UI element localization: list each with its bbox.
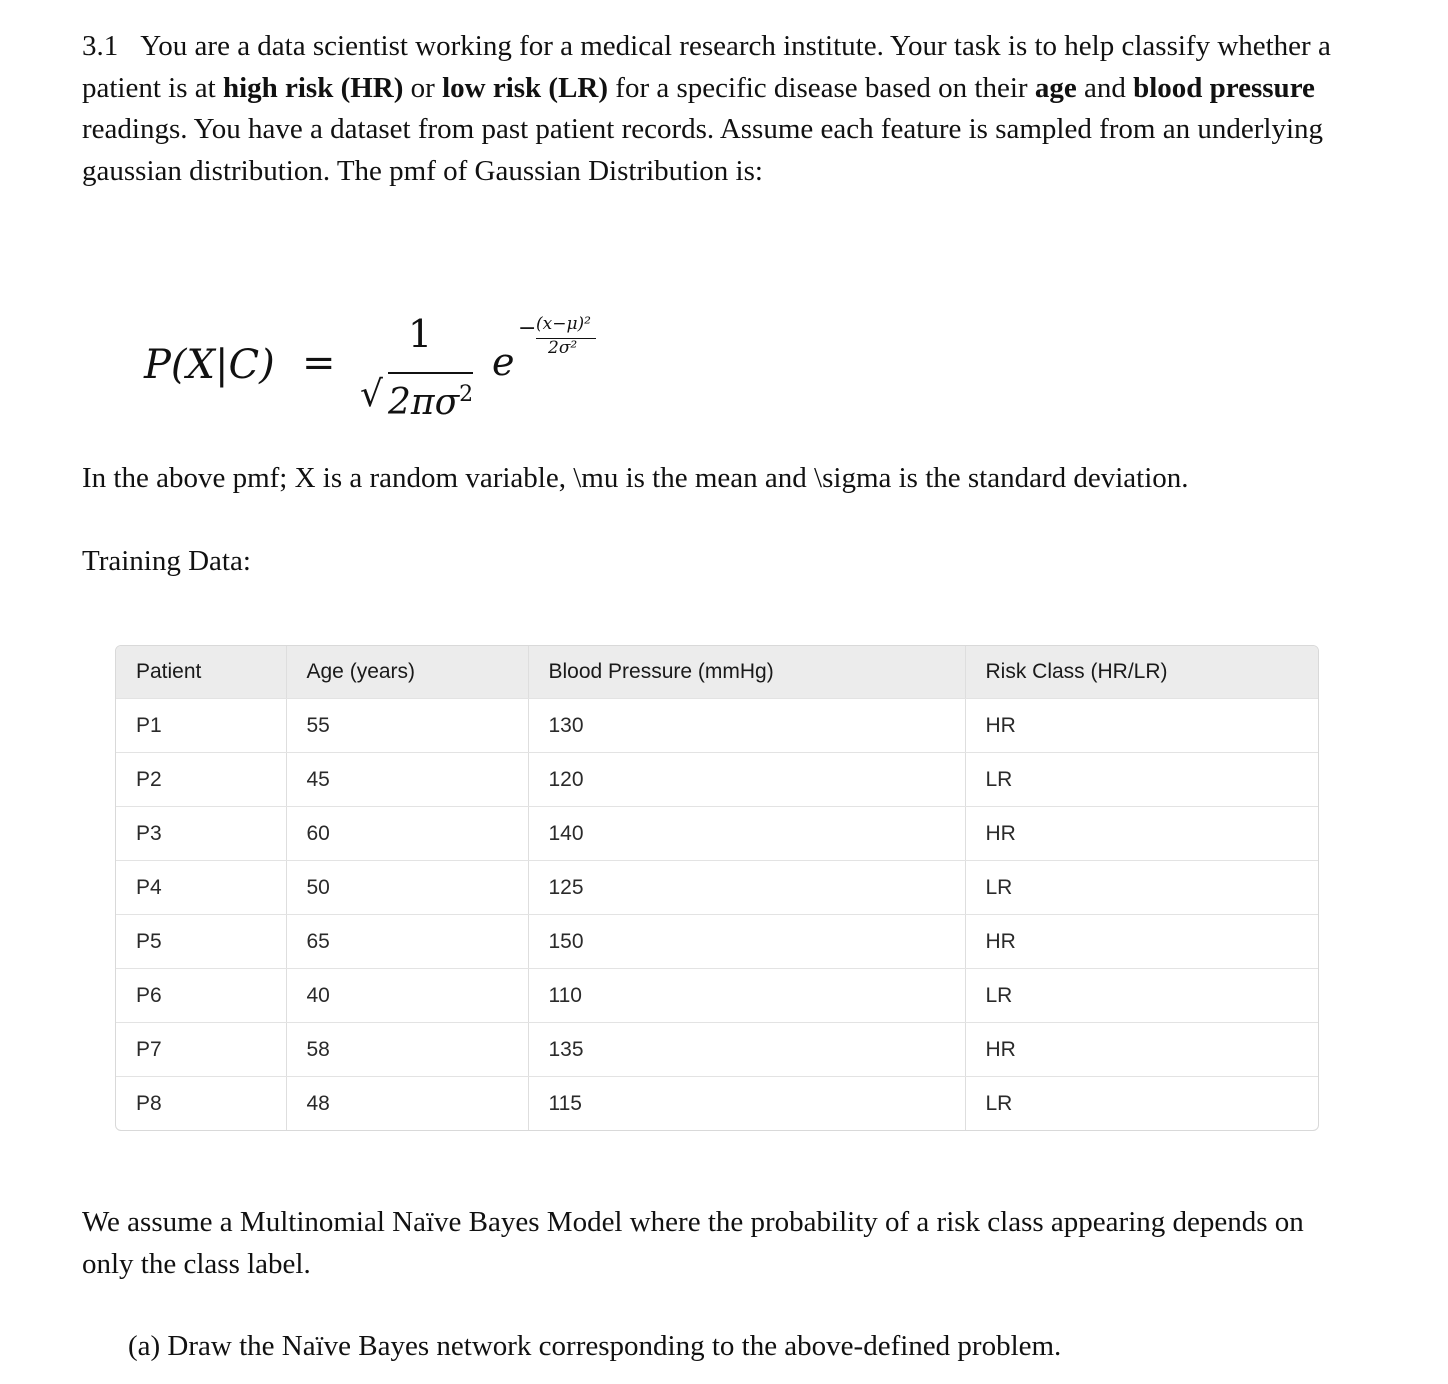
cell-blood-pressure: 115: [528, 1077, 965, 1131]
table-row: [116, 753, 1318, 807]
cell-age: 60: [286, 807, 528, 861]
cell-age: 48: [286, 1077, 528, 1131]
cell-risk-class: HR: [965, 915, 1318, 969]
intro-text-1: You are a data scientist working for a medical research institute. Your task is to help classify whether a patient is at: [82, 30, 1331, 104]
cell-blood-pressure: 140: [528, 807, 965, 861]
table-row: [116, 861, 1318, 915]
formula-exp-sign: −: [518, 316, 537, 341]
cell-age: 65: [286, 915, 528, 969]
header-age: Age (years): [286, 646, 528, 699]
cell-risk-class: HR: [965, 1023, 1318, 1077]
header-risk-class: Risk Class (HR/LR): [965, 646, 1318, 699]
cell-age: 45: [286, 753, 528, 807]
formula-exp-numerator: (x−μ)²: [536, 314, 591, 334]
cell-age: 50: [286, 861, 528, 915]
cell-blood-pressure: 150: [528, 915, 965, 969]
cell-risk-class: LR: [965, 861, 1318, 915]
gaussian-formula: [140, 312, 660, 432]
cell-blood-pressure: 110: [528, 969, 965, 1023]
cell-patient: P6: [116, 969, 286, 1023]
cell-age: 58: [286, 1023, 528, 1077]
cell-age: 55: [286, 699, 528, 753]
formula-denominator-exponent: 2: [459, 382, 474, 407]
formula-lhs: [144, 342, 275, 388]
table-row: [116, 915, 1318, 969]
cell-patient: P2: [116, 753, 286, 807]
table-row: [116, 1077, 1318, 1131]
cell-risk-class: LR: [985, 1091, 1013, 1115]
intro-text-3: for a specific disease based on their: [608, 71, 1035, 104]
cell-risk-class: HR: [965, 807, 1318, 861]
training-data-label: Training Data:: [82, 545, 251, 577]
question-part-a: (a) Draw the Naïve Bayes network corresponding to the above-defined problem.: [128, 1330, 1062, 1362]
cell-risk-class: LR: [965, 969, 1318, 1023]
table-row: [116, 699, 1318, 753]
cell-age: 40: [286, 969, 528, 1023]
formula-numerator: 1: [408, 312, 433, 356]
question-number: 3.1: [82, 30, 119, 62]
training-data-table: [115, 645, 1319, 1131]
cell-blood-pressure: 125: [528, 861, 965, 915]
cell-risk-class: HR: [965, 699, 1318, 753]
cell-patient: P3: [116, 807, 286, 861]
formula-p: P: [144, 342, 171, 388]
cell-patient: P4: [116, 861, 286, 915]
cell-blood-pressure: 135: [528, 1023, 965, 1077]
header-blood-pressure: Blood Pressure (mmHg): [528, 646, 965, 699]
formula-args: (X|C): [170, 342, 275, 388]
table-row: [116, 807, 1318, 861]
formula-exp-denominator: 2σ²: [548, 338, 578, 358]
cell-patient: P8: [116, 1077, 286, 1131]
table-row: [116, 969, 1318, 1023]
cell-patient: P1: [116, 699, 286, 753]
table-row: [116, 1023, 1318, 1077]
formula-denominator-text: 2πσ: [388, 382, 460, 423]
cell-blood-pressure: 120: [528, 753, 965, 807]
header-patient: Patient: [116, 646, 286, 699]
table-header-row: [116, 646, 1318, 699]
intro-text-5: readings. You have a dataset from past patient records. Assume each feature is sampled from an underlying gaussian distribution. The pmf of Gaussian Distribution is:: [82, 113, 1323, 187]
intro-bold-age: age: [1034, 71, 1077, 104]
intro-text-4: and: [1076, 71, 1134, 104]
question-intro: [82, 26, 1332, 192]
formula-base-e: e: [492, 340, 515, 384]
formula-denominator: [388, 372, 473, 424]
intro-bold-high-risk: high risk (HR): [222, 71, 404, 104]
model-assumption: We assume a Multinomial Naïve Bayes Model where the probability of a risk class appearing depends on only the class label.: [82, 1206, 1304, 1280]
formula-explanation: In the above pmf; X is a random variable, \mu is the mean and \sigma is the standard deviation.: [82, 462, 1189, 494]
cell-patient: P5: [116, 915, 286, 969]
formula-equals: =: [302, 340, 336, 386]
cell-patient: P7: [116, 1023, 286, 1077]
intro-text-2: or: [403, 71, 443, 104]
cell-risk-class: LR: [965, 753, 1318, 807]
intro-bold-low-risk: low risk (LR): [442, 71, 609, 104]
intro-bold-blood-pressure: blood pressure: [1133, 71, 1315, 104]
formula-sqrt-sign: √: [360, 374, 383, 415]
cell-blood-pressure: 130: [528, 699, 965, 753]
training-table: [116, 646, 1318, 1130]
